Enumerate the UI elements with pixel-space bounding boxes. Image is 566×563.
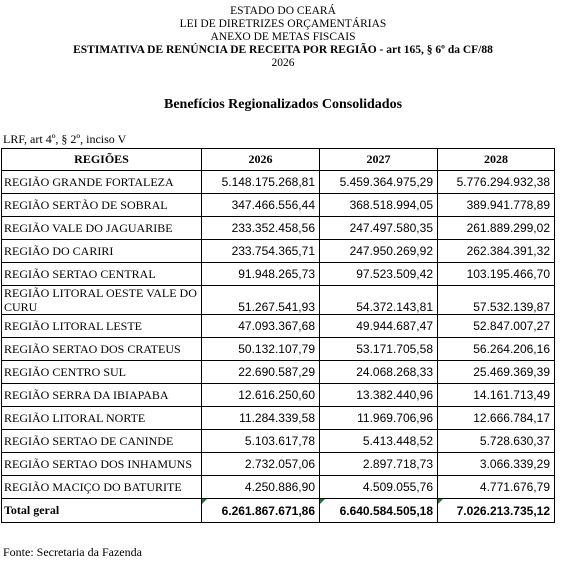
- table-row: [2, 171, 555, 194]
- cell-value-2028: 3.066.339,29: [438, 453, 555, 476]
- cell-value-2026: 5.103.617,78: [202, 430, 320, 453]
- cell-value-2026: 11.284.339,58: [202, 407, 320, 430]
- table-row: [2, 315, 555, 338]
- cell-value-2028: 14.161.713,49: [438, 384, 555, 407]
- cell-value-2028: 5.776.294.932,38: [438, 171, 555, 194]
- cell-value-2027: 247.950.269,92: [320, 240, 438, 263]
- cell-region: REGIÃO DO CARIRI: [2, 240, 202, 263]
- table-row: [2, 338, 555, 361]
- cell-value-2026: 50.132.107,79: [202, 338, 320, 361]
- header-annex: ANEXO DE METAS FISCAIS: [210, 31, 356, 43]
- cell-region: REGIÃO LITORAL OESTE VALE DO CURU: [2, 286, 202, 315]
- cell-region: REGIÃO CENTRO SUL: [2, 361, 202, 384]
- cell-value-2026: 2.732.057,06: [202, 453, 320, 476]
- table-row: [2, 453, 555, 476]
- cell-region: REGIÃO LITORAL LESTE: [2, 315, 202, 338]
- cell-value-2026: 51.267.541,93: [202, 286, 320, 315]
- cell-value-2026: 4.250.886,90: [202, 476, 320, 499]
- table-row: [2, 476, 555, 499]
- cell-region: REGIÃO GRANDE FORTALEZA: [2, 171, 202, 194]
- table-row: [2, 263, 555, 286]
- cell-region: REGIÃO SERTAO DOS INHAMUNS: [2, 453, 202, 476]
- total-value-2027: 6.640.584.505,18: [320, 499, 438, 523]
- cell-value-2027: 5.459.364.975,29: [320, 171, 438, 194]
- header-state: ESTADO DO CEARÁ: [230, 5, 336, 17]
- cell-value-2027: 54.372.143,81: [320, 286, 438, 315]
- table-row: [2, 361, 555, 384]
- cell-value-2028: 262.384.391,32: [438, 240, 555, 263]
- cell-value-2028: 103.195.466,70: [438, 263, 555, 286]
- total-row: [2, 499, 555, 523]
- table-row: [2, 407, 555, 430]
- cell-region: REGIÃO SERTAO CENTRAL: [2, 263, 202, 286]
- cell-value-2026: 12.616.250,60: [202, 384, 320, 407]
- cell-value-2028: 52.847.007,27: [438, 315, 555, 338]
- cell-value-2026: 47.093.367,68: [202, 315, 320, 338]
- cell-value-2026: 347.466.556,44: [202, 194, 320, 217]
- column-header-2026: 2026: [202, 149, 320, 171]
- table-row: [2, 286, 555, 315]
- table-row: [2, 430, 555, 453]
- cell-region: REGIÃO SERRA DA IBIAPABA: [2, 384, 202, 407]
- cell-value-2027: 5.413.448,52: [320, 430, 438, 453]
- table-row: [2, 217, 555, 240]
- header-year: 2026: [271, 57, 295, 69]
- cell-value-2027: 2.897.718,73: [320, 453, 438, 476]
- total-value-2026: 6.261.867.671,86: [202, 499, 320, 523]
- cell-value-2028: 389.941.778,89: [438, 194, 555, 217]
- table-row: [2, 384, 555, 407]
- cell-value-2028: 5.728.630,37: [438, 430, 555, 453]
- cell-value-2026: 91.948.265,73: [202, 263, 320, 286]
- cell-value-2026: 22.690.587,29: [202, 361, 320, 384]
- cell-region: REGIÃO SERTÃO DE SOBRAL: [2, 194, 202, 217]
- cell-value-2028: 25.469.369,39: [438, 361, 555, 384]
- cell-value-2028: 57.532.139,87: [438, 286, 555, 315]
- source-note: Fonte: Secretaria da Fazenda: [3, 545, 142, 559]
- cell-value-2026: 233.352.458,56: [202, 217, 320, 240]
- cell-value-2027: 97.523.509,42: [320, 263, 438, 286]
- cell-value-2027: 4.509.055,76: [320, 476, 438, 499]
- cell-value-2026: 5.148.175.268,81: [202, 171, 320, 194]
- cell-value-2027: 53.171.705,58: [320, 338, 438, 361]
- column-header-regions: REGIÕES: [2, 149, 202, 171]
- table-row: [2, 194, 555, 217]
- regional-benefits-table: [1, 148, 555, 523]
- cell-value-2027: 24.068.268,33: [320, 361, 438, 384]
- cell-region: REGIÃO SERTAO DE CANINDE: [2, 430, 202, 453]
- cell-value-2028: 56.264.206,16: [438, 338, 555, 361]
- cell-value-2028: 12.666.784,17: [438, 407, 555, 430]
- table-body: [2, 171, 555, 523]
- cell-region: REGIÃO VALE DO JAGUARIBE: [2, 217, 202, 240]
- cell-value-2027: 368.518.994,05: [320, 194, 438, 217]
- cell-value-2028: 4.771.676,79: [438, 476, 555, 499]
- cell-region: REGIÃO SERTAO DOS CRATEUS: [2, 338, 202, 361]
- cell-region: REGIÃO LITORAL NORTE: [2, 407, 202, 430]
- column-header-2028: 2028: [438, 149, 555, 171]
- legal-reference: LRF, art 4º, § 2º, inciso V: [3, 132, 127, 146]
- cell-region: REGIÃO MACIÇO DO BATURITE: [2, 476, 202, 499]
- cell-value-2027: 13.382.440,96: [320, 384, 438, 407]
- table-header-row: [2, 149, 555, 171]
- cell-value-2027: 11.969.706,96: [320, 407, 438, 430]
- table-row: [2, 240, 555, 263]
- cell-value-2027: 247.497.580,35: [320, 217, 438, 240]
- cell-value-2026: 233.754.365,71: [202, 240, 320, 263]
- table-subtitle: Benefícios Regionalizados Consolidados: [163, 97, 403, 112]
- document-header: [0, 0, 566, 70]
- total-label: Total geral: [2, 499, 202, 523]
- cell-value-2028: 261.889.299,02: [438, 217, 555, 240]
- total-value-2028: 7.026.213.735,12: [438, 499, 555, 523]
- header-law: LEI DE DIRETRIZES ORÇAMENTÁRIAS: [179, 18, 387, 30]
- cell-value-2027: 49.944.687,47: [320, 315, 438, 338]
- column-header-2027: 2027: [320, 149, 438, 171]
- header-estimate-title: ESTIMATIVA DE RENÚNCIA DE RECEITA POR REGIÃO - art 165, § 6º da CF/88: [73, 44, 493, 56]
